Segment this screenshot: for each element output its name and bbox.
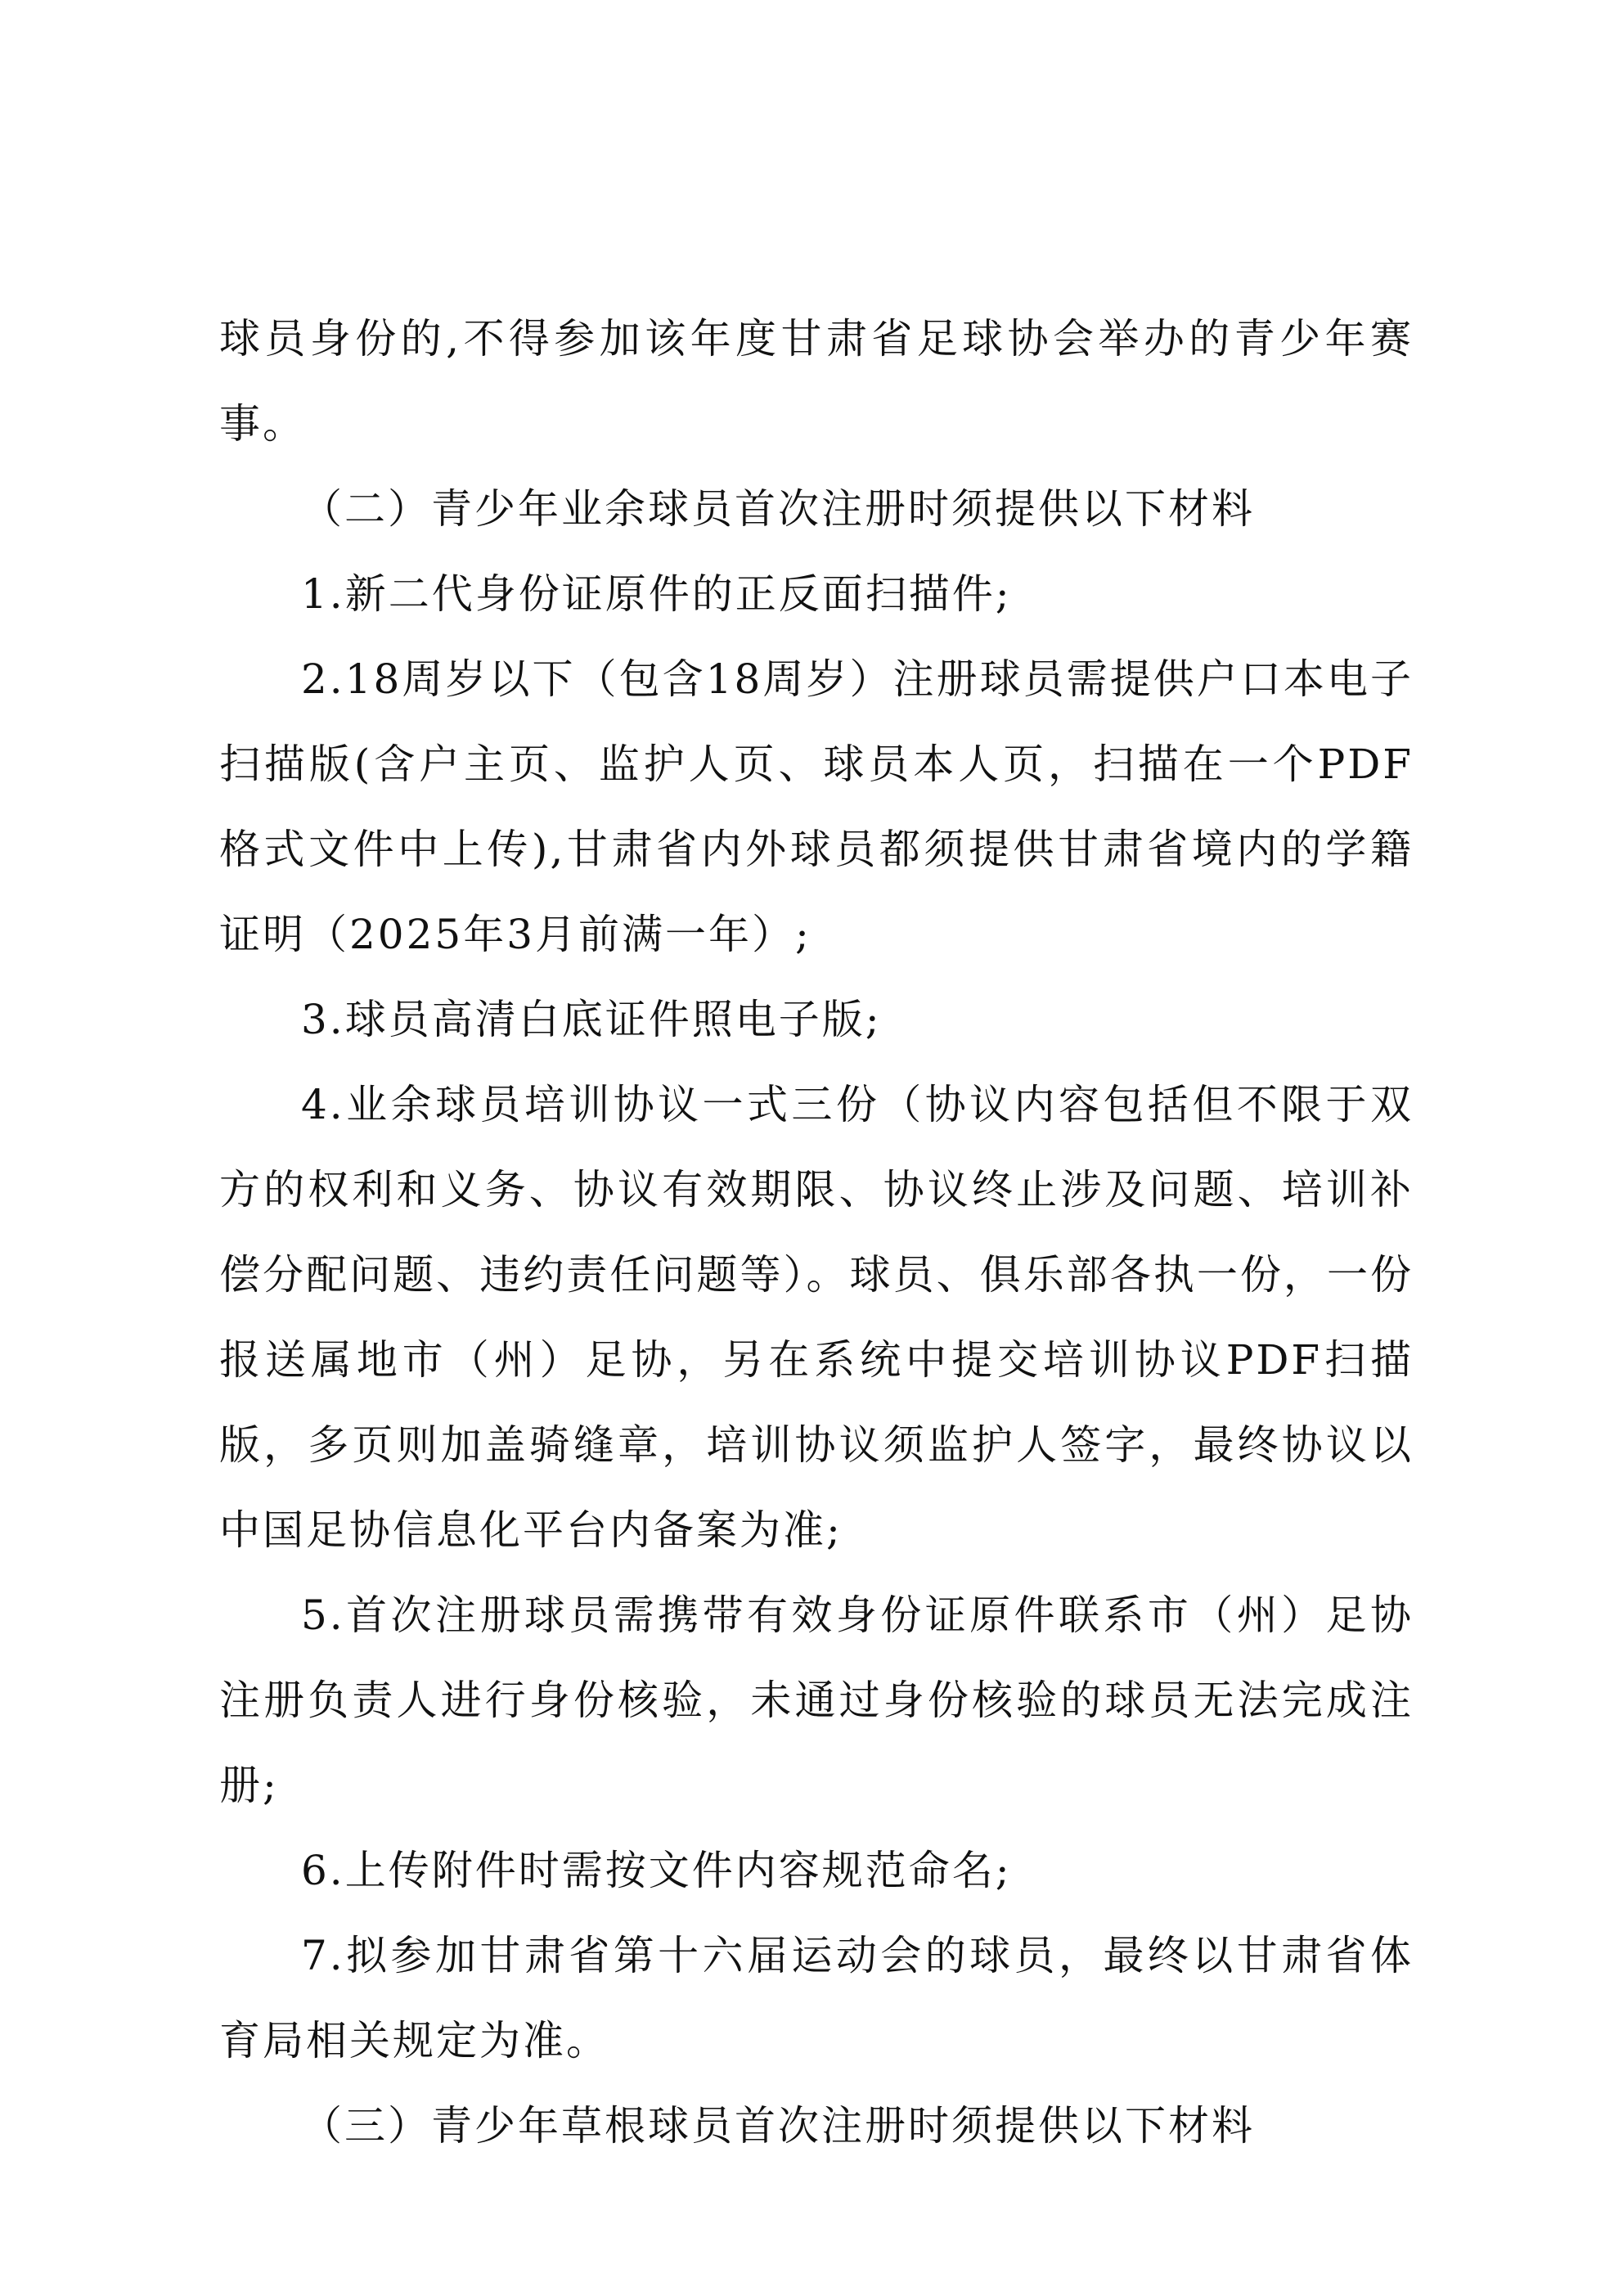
document-body (219, 296, 1414, 2168)
list-item-4: 4.业余球员培训协议一式三份（协议内容包括但不限于双方的权利和义务、协议有效期限、协议终止涉及问题、培训补偿分配问题、违约责任问题等）。球员、俱乐部各执一份，一份报送属地市（州）足协，另在系统中提交培训协议PDF扫描版，多页则加盖骑缝章，培训协议须监护人签字，最终协议以中国足协信息化平台内备案为准; (219, 1081, 1414, 1554)
list-item-5: 5.首次注册球员需携带有效身份证原件联系市（州）足协注册负责人进行身份核验，未通过身份核验的球员无法完成注册; (219, 1591, 1414, 1809)
list-item-1: 1.新二代身份证原件的正反面扫描件; (301, 570, 1012, 618)
list-item-6: 6.上传附件时需按文件内容规范命名; (301, 1847, 1012, 1894)
list-item-3: 3.球员高清白底证件照电子版; (301, 996, 882, 1043)
section-heading-2: （二）青少年业余球员首次注册时须提供以下材料 (301, 485, 1255, 533)
section-heading-3: （三）青少年草根球员首次注册时须提供以下材料 (301, 2102, 1255, 2150)
list-item-7: 7.拟参加甘肃省第十六届运动会的球员，最终以甘肃省体育局相关规定为准。 (219, 1932, 1414, 2064)
paragraph-continuation: 球员身份的,不得参加该年度甘肃省足球协会举办的青少年赛事。 (219, 315, 1414, 448)
list-item-2: 2.18周岁以下（包含18周岁）注册球员需提供户口本电子扫描版(含户主页、监护人页、球员本人页，扫描在一个PDF格式文件中上传),甘肃省内外球员都须提供甘肃省境内的学籍证明（2025年3月前满一年）; (219, 655, 1414, 958)
